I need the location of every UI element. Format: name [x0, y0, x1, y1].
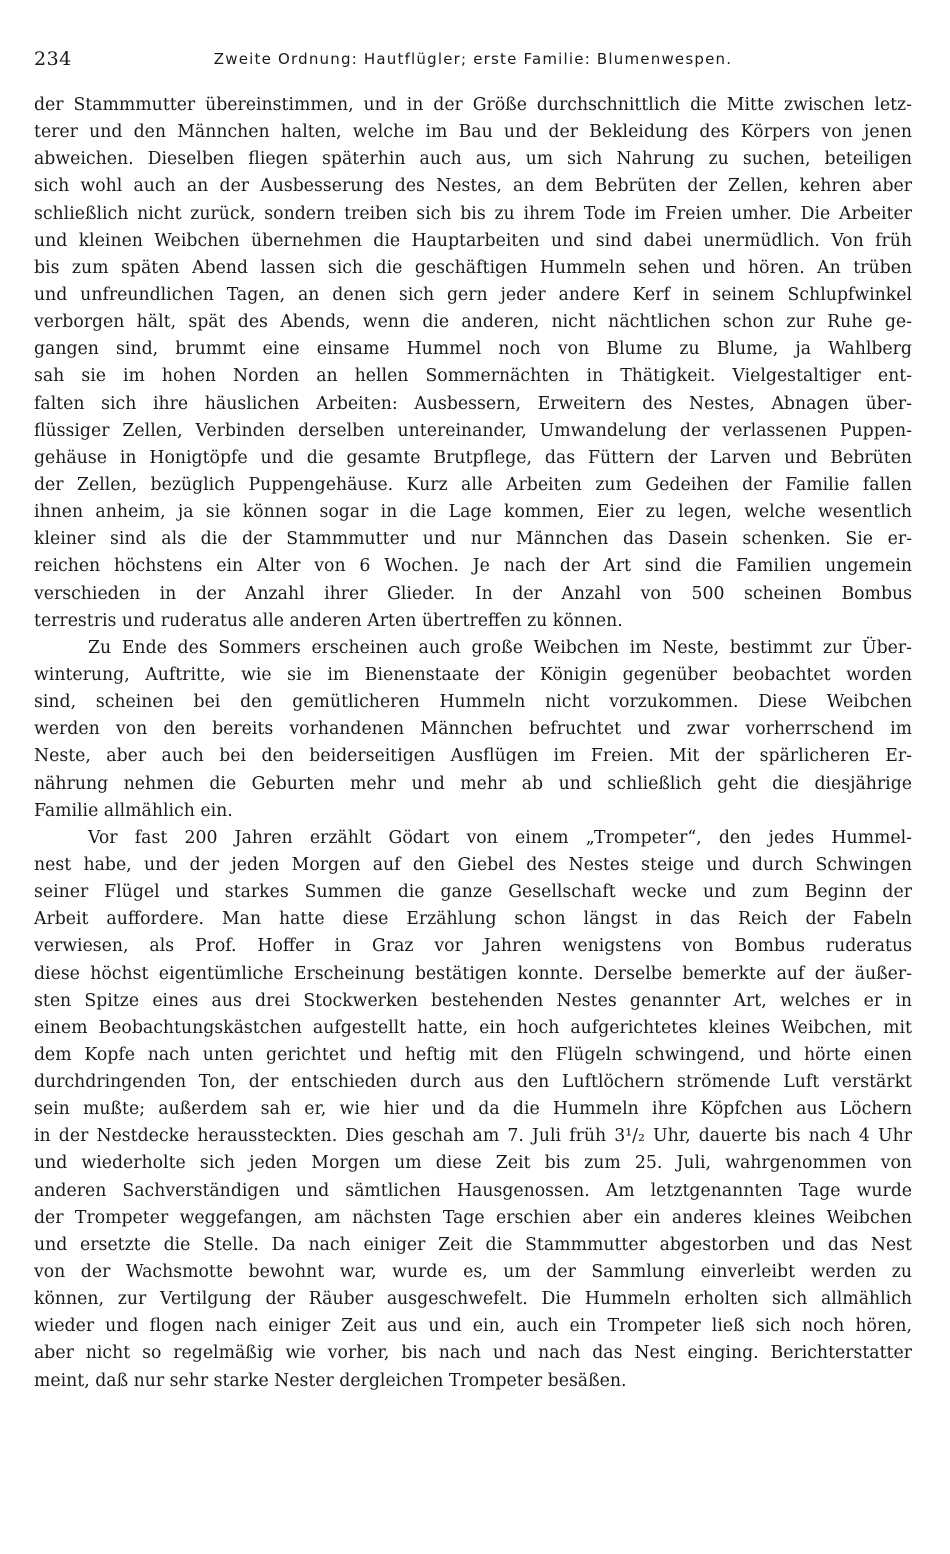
- text-line: sich wohl auch an der Ausbesserung des Nestes, an dem Bebrüten der Zellen, kehren aber: [34, 176, 912, 197]
- text-line: terrestris und ruderatus alle anderen Arten übertreffen zu können.: [34, 610, 623, 631]
- text-line: sein mußte; außerdem sah er, wie hier und da die Hummeln ihre Köpfchen aus Löchern: [34, 1099, 912, 1120]
- text-line: gangen sind, brummt eine einsame Hummel noch von Blume zu Blume, ja Wahlberg: [34, 339, 912, 360]
- text-line: in der Nestdecke heraussteckten. Dies geschah am 7. Juli früh 3¹/₂ Uhr, dauerte bis nach 4 Uhr: [34, 1126, 912, 1147]
- text-line: werden von den bereits vorhandenen Männchen befruchtet und zwar vorherrschend im: [34, 719, 912, 740]
- paragraph-3: [34, 825, 912, 1395]
- text-line: Arbeit auffordere. Man hatte diese Erzählung schon längst in das Reich der Fabeln: [34, 909, 912, 930]
- text-line: bis zum späten Abend lassen sich die geschäftigen Hummeln sehen und hören. An trüben: [34, 257, 912, 278]
- text-line: verwiesen, als Prof. Hoffer in Graz vor Jahren wenigstens von Bombus ruderatus: [34, 936, 912, 957]
- text-line: können, zur Vertilgung der Räuber ausgeschwefelt. Die Hummeln erholten sich allmählich: [34, 1289, 912, 1310]
- text-line: sten Spitze eines aus drei Stockwerken bestehenden Nestes genannter Art, welches er in: [34, 990, 912, 1011]
- text-line: und kleinen Weibchen übernehmen die Hauptarbeiten und sind dabei unermüdlich. Von früh: [34, 230, 912, 251]
- text-line: aber nicht so regelmäßig wie vorher, bis nach und nach das Nest einging. Berichterstatter: [34, 1343, 912, 1364]
- text-line: der Trompeter weggefangen, am nächsten Tage erschien aber ein anderes kleines Weibchen: [34, 1207, 912, 1228]
- text-line: Zu Ende des Sommers erscheinen auch große Weibchen im Neste, bestimmt zur Über-: [88, 637, 912, 658]
- text-line: verschieden in der Anzahl ihrer Glieder. In der Anzahl von 500 scheinen Bombus: [34, 583, 912, 604]
- text-line: sah sie im hohen Norden an hellen Sommernächten in Thätigkeit. Vielgestaltiger ent-: [34, 366, 912, 387]
- text-line: seiner Flügel und starkes Summen die ganze Gesellschaft wecke und zum Beginn der: [34, 882, 912, 903]
- text-line: flüssiger Zellen, Verbinden derselben untereinander, Umwandelung der verlassenen Puppen-: [34, 420, 912, 441]
- text-line: und unfreundlichen Tagen, an denen sich gern jeder andere Kerf in seinem Schlupfwinkel: [34, 284, 912, 305]
- text-line: abweichen. Dieselben fliegen späterhin auch aus, um sich Nahrung zu suchen, beteiligen: [34, 149, 912, 170]
- text-line: anderen Sachverständigen und sämtlichen Hausgenossen. Am letztgenannten Tage wurde: [34, 1180, 912, 1201]
- body-text: [34, 92, 912, 1395]
- text-line: und ersetzte die Stelle. Da nach einiger Zeit die Stammmutter abgestorben und das Nest: [34, 1234, 912, 1255]
- text-line: wieder und flogen nach einiger Zeit aus und ein, auch ein Trompeter ließ sich noch hören,: [34, 1316, 912, 1337]
- text-line: ihnen anheim, ja sie können sogar in die Lage kommen, Eier zu legen, welche wesentlich: [34, 502, 912, 523]
- text-line: von der Wachsmotte bewohnt war, wurde es, um der Sammlung einverleibt werden zu: [34, 1262, 912, 1283]
- text-line: einem Beobachtungskästchen aufgestellt hatte, ein hoch aufgerichtetes kleines Weibchen, mit: [34, 1017, 912, 1038]
- text-line: verborgen hält, spät des Abends, wenn die anderen, nicht nächtlichen schon zur Ruhe ge-: [34, 312, 912, 333]
- text-line: reichen höchstens ein Alter von 6 Wochen. Je nach der Art sind die Familien ungemein: [34, 556, 912, 577]
- text-line: schließlich nicht zurück, sondern treiben sich bis zu ihrem Tode im Freien umher. Die Arbeiter: [34, 203, 912, 224]
- text-line: dem Kopfe nach unten gerichtet und heftig mit den Flügeln schwingend, und hörte einen: [34, 1044, 912, 1065]
- book-page: [34, 44, 912, 1391]
- text-line: durchdringenden Ton, der entschieden durch aus den Luftlöchern strömende Luft verstärkt: [34, 1072, 912, 1093]
- page-number: 234: [34, 48, 72, 70]
- text-line: gehäuse in Honigtöpfe und die gesamte Brutpflege, das Füttern der Larven und Bebrüten: [34, 447, 912, 468]
- page-header: [34, 44, 912, 74]
- text-line: kleiner sind als die der Stammmutter und nur Männchen das Dasein schenken. Sie er-: [34, 529, 912, 550]
- paragraph-2: [34, 635, 912, 825]
- running-title: Zweite Ordnung: Hautflügler; erste Familie: Blumenwespen.: [213, 50, 733, 68]
- text-line: winterung, Auftritte, wie sie im Bienenstaate der Königin gegenüber beobachtet worden: [34, 664, 912, 685]
- text-line: Neste, aber auch bei den beiderseitigen Ausflügen im Freien. Mit der spärlicheren Er-: [34, 746, 912, 767]
- paragraph-1: [34, 92, 912, 635]
- text-line: sind, scheinen bei den gemütlicheren Hummeln nicht vorzukommen. Diese Weibchen: [34, 692, 912, 713]
- text-line: falten sich ihre häuslichen Arbeiten: Ausbessern, Erweitern des Nestes, Abnagen über-: [34, 393, 912, 414]
- text-line: der Zellen, bezüglich Puppengehäuse. Kurz alle Arbeiten zum Gedeihen der Familie fallen: [34, 474, 912, 495]
- text-line: diese höchst eigentümliche Erscheinung bestätigen konnte. Derselbe bemerkte auf der äußer-: [34, 963, 912, 984]
- text-line: der Stammmutter übereinstimmen, und in der Größe durchschnittlich die Mitte zwischen letz-: [34, 95, 912, 115]
- text-line: Familie allmählich ein.: [34, 800, 233, 821]
- text-line: nest habe, und der jeden Morgen auf den Giebel des Nestes steige und durch Schwingen: [34, 854, 912, 875]
- text-line: terer und den Männchen halten, welche im Bau und der Bekleidung des Körpers von jenen: [34, 122, 912, 143]
- text-line: Vor fast 200 Jahren erzählt Gödart von einem „Trompeter“, den jedes Hummel-: [88, 827, 912, 848]
- text-line: nährung nehmen die Geburten mehr und mehr ab und schließlich geht die diesjährige: [34, 773, 912, 794]
- text-line: und wiederholte sich jeden Morgen um diese Zeit bis zum 25. Juli, wahrgenommen von: [34, 1153, 912, 1174]
- text-line: meint, daß nur sehr starke Nester dergleichen Trompeter besäßen.: [34, 1370, 627, 1391]
